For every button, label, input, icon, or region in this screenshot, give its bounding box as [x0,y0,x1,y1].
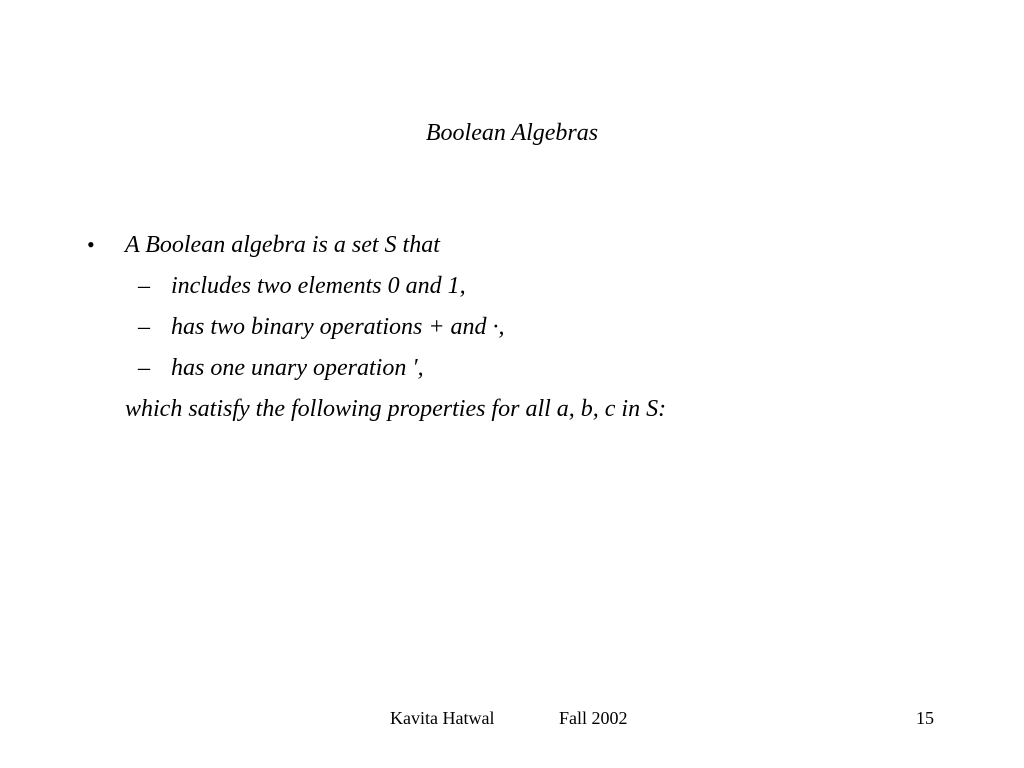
sub-item-binary-operations: has two binary operations + and ·, [171,314,505,340]
sub-item-dash: – [138,273,150,299]
footer-author: Kavita Hatwal [390,708,495,728]
sub-item-elements: includes two elements 0 and 1, [171,273,466,299]
bullet-marker: • [87,232,95,257]
sub-item-dash: – [138,314,150,340]
sub-item-unary-operation: has one unary operation ′, [171,355,424,381]
footer-term: Fall 2002 [559,708,628,728]
bullet-text: A Boolean algebra is a set S that [125,232,440,258]
sub-item-dash: – [138,355,150,381]
footer-page-number: 15 [916,708,934,728]
continuation-text: which satisfy the following properties for all a, b, c in S: [125,396,667,422]
slide-title: Boolean Algebras [425,120,599,146]
